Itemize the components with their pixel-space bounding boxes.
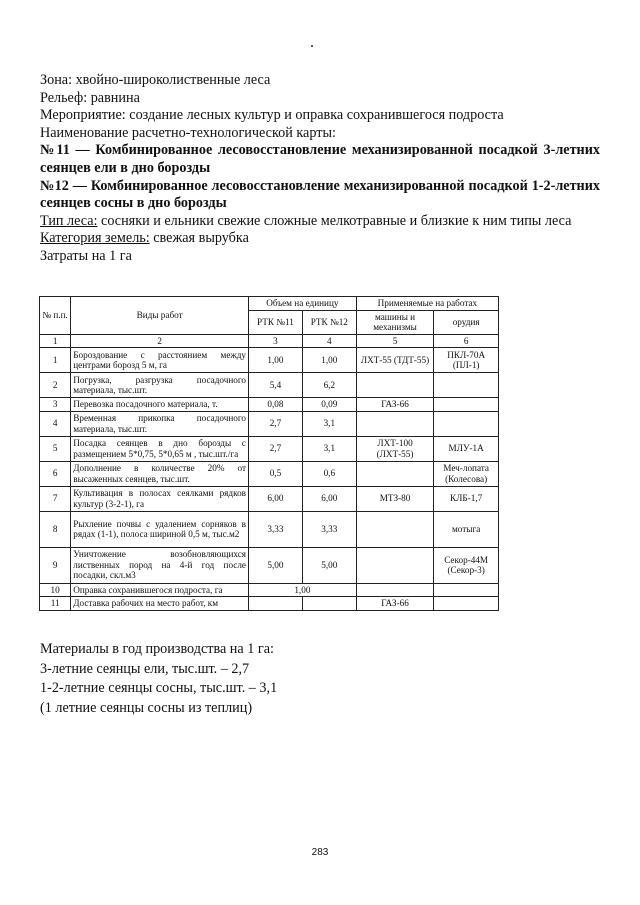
row-number: 5 (40, 436, 71, 461)
row-rtk11: 5,4 (249, 373, 303, 398)
row-work: Бороздование с расстоянием между центрами борозд 5 м, га (71, 348, 249, 373)
forest-type-label: Тип леса: (40, 212, 98, 229)
row-tools (434, 597, 499, 611)
relief-line: Рельеф: равнина (40, 89, 140, 106)
row-machines (356, 411, 434, 436)
row-number: 8 (40, 511, 71, 547)
row-tools: мотыга (434, 511, 499, 547)
row-tools: КЛБ-1,7 (434, 486, 499, 511)
column-numbers-row (40, 334, 499, 348)
row-rtk11: 6,00 (249, 486, 303, 511)
row-machines: ГАЗ-66 (356, 597, 434, 611)
header-rtk11: РТК №11 (249, 310, 303, 334)
header-volume: Объем на единицу (249, 297, 357, 311)
row-number: 9 (40, 547, 71, 583)
row-rtk12: 3,33 (302, 511, 356, 547)
row-rtk12: 0,09 (302, 398, 356, 412)
materials-note: (1 летние сеянцы сосны из теплиц) (40, 699, 253, 716)
row-number: 2 (40, 373, 71, 398)
row-rtk11: 0,08 (249, 398, 303, 412)
row-tools (434, 411, 499, 436)
row-rtk11: 3,33 (249, 511, 303, 547)
row-tools (434, 583, 499, 597)
row-work: Временная прикопка посадочного материала, тыс.шт. (71, 411, 249, 436)
row-number: 3 (40, 398, 71, 412)
row-number: 6 (40, 461, 71, 486)
row-machines (356, 373, 434, 398)
table-row (40, 461, 499, 486)
row-machines (356, 461, 434, 486)
row-work: Перевозка посадочного материала, т. (71, 398, 249, 412)
table-row (40, 411, 499, 436)
table-row (40, 436, 499, 461)
table-row (40, 583, 499, 597)
column-number: 4 (302, 334, 356, 348)
column-number: 1 (40, 334, 71, 348)
row-work: Дополнение в количестве 20% от высаженных сеянцев, тыс.шт. (71, 461, 249, 486)
row-machines (356, 511, 434, 547)
row-number: 7 (40, 486, 71, 511)
materials-spruce: 3-летние сеянцы ели, тыс.шт. – 2,7 (40, 660, 250, 677)
table-row (40, 348, 499, 373)
row-rtk11: 5,00 (249, 547, 303, 583)
row-rtk11: 1,00 (249, 348, 303, 373)
card-name-line: Наименование расчетно-технологической карты: (40, 124, 336, 141)
row-rtk-merged: 1,00 (249, 583, 357, 597)
row-number: 1 (40, 348, 71, 373)
land-category-line (40, 230, 600, 248)
scan-speck (311, 45, 313, 47)
header-num: № п.п. (40, 297, 71, 335)
row-number: 10 (40, 583, 71, 597)
row-machines: ЛХТ-100 (ЛХТ-55) (356, 436, 434, 461)
row-rtk12: 3,1 (302, 436, 356, 461)
row-rtk11: 0,5 (249, 461, 303, 486)
header-applied: Применяемые на работах (356, 297, 498, 311)
table-row (40, 486, 499, 511)
row-number: 4 (40, 411, 71, 436)
row-rtk12: 6,2 (302, 373, 356, 398)
row-machines: ГАЗ-66 (356, 398, 434, 412)
table-row (40, 373, 499, 398)
row-machines: МТЗ-80 (356, 486, 434, 511)
land-category-label: Категория земель: (40, 230, 150, 247)
row-rtk12 (302, 597, 356, 611)
row-work: Культивация в полосах сеялками рядков культур (3-2-1), га (71, 486, 249, 511)
row-rtk11 (249, 597, 303, 611)
card-12-title: №12 — Комбинированное лесовосстановление механизированной посадкой 1-2-летних сеянцев сосны в дно борозды (40, 177, 600, 212)
row-work: Рыхление почвы с удалением сорняков в рядах (1-1), полоса шириной 0,5 м, тыс.м2 (71, 511, 249, 547)
column-number: 3 (249, 334, 303, 348)
header-machines: машины и механизмы (356, 310, 434, 334)
costs-table (39, 296, 499, 611)
row-tools: Секор-44М (Секор-3) (434, 547, 499, 583)
table-row (40, 511, 499, 547)
costs-line: Затраты на 1 га (40, 247, 132, 264)
materials-title: Материалы в год производства на 1 га: (40, 641, 274, 657)
row-rtk12: 5,00 (302, 547, 356, 583)
materials-pine: 1-2-летние сеянцы сосны, тыс.шт. – 3,1 (40, 680, 278, 696)
row-rtk12: 3,1 (302, 411, 356, 436)
row-machines (356, 583, 434, 597)
row-work: Погрузка, разгрузка посадочного материала, тыс.шт. (71, 373, 249, 398)
column-number: 6 (434, 334, 499, 348)
table-row (40, 597, 499, 611)
row-tools: Меч-лопата (Колесова) (434, 461, 499, 486)
column-number: 5 (356, 334, 434, 348)
row-work: Уничтожение возобновляющихся лиственных пород на 4-й год после посадки, скл.м3 (71, 547, 249, 583)
row-number: 11 (40, 597, 71, 611)
measure-line: Мероприятие: создание лесных культур и оправка сохранившегося подроста (40, 107, 504, 124)
row-rtk12: 0,6 (302, 461, 356, 486)
row-rtk12: 6,00 (302, 486, 356, 511)
row-tools: МЛУ-1А (434, 436, 499, 461)
header-rtk12: РТК №12 (302, 310, 356, 334)
zone-line: Зона: хвойно-широколиственные леса (40, 72, 271, 88)
table-row (40, 547, 499, 583)
materials-section (40, 640, 277, 718)
table-row (40, 398, 499, 412)
row-tools (434, 373, 499, 398)
row-rtk12: 1,00 (302, 348, 356, 373)
row-work: Оправка сохранившегося подроста, га (71, 583, 249, 597)
column-number: 2 (71, 334, 249, 348)
land-category-value: свежая вырубка (149, 230, 249, 247)
row-rtk11: 2,7 (249, 436, 303, 461)
forest-type-line (40, 213, 600, 231)
row-work: Посадка сеянцев в дно борозды с размещением 5*0,75, 5*0,65 м , тыс.шт./га (71, 436, 249, 461)
row-rtk11: 2,7 (249, 411, 303, 436)
row-machines (356, 547, 434, 583)
forest-type-value: сосняки и ельники свежие сложные мелкотравные и близкие к ним типы леса (97, 212, 572, 229)
row-tools (434, 398, 499, 412)
row-tools: ПКЛ-70А (ПЛ-1) (434, 348, 499, 373)
row-work: Доставка рабочих на место работ, км (71, 597, 249, 611)
row-machines: ЛХТ-55 (ТДТ-55) (356, 348, 434, 373)
header-works: Виды работ (71, 297, 249, 335)
card-11-title: №11 — Комбинированное лесовосстановление механизированной посадкой 3-летних сеянцев ели в дно борозды (40, 142, 600, 176)
header-tools: орудия (434, 310, 499, 334)
page-number: 283 (311, 847, 329, 858)
document-header (40, 72, 600, 266)
